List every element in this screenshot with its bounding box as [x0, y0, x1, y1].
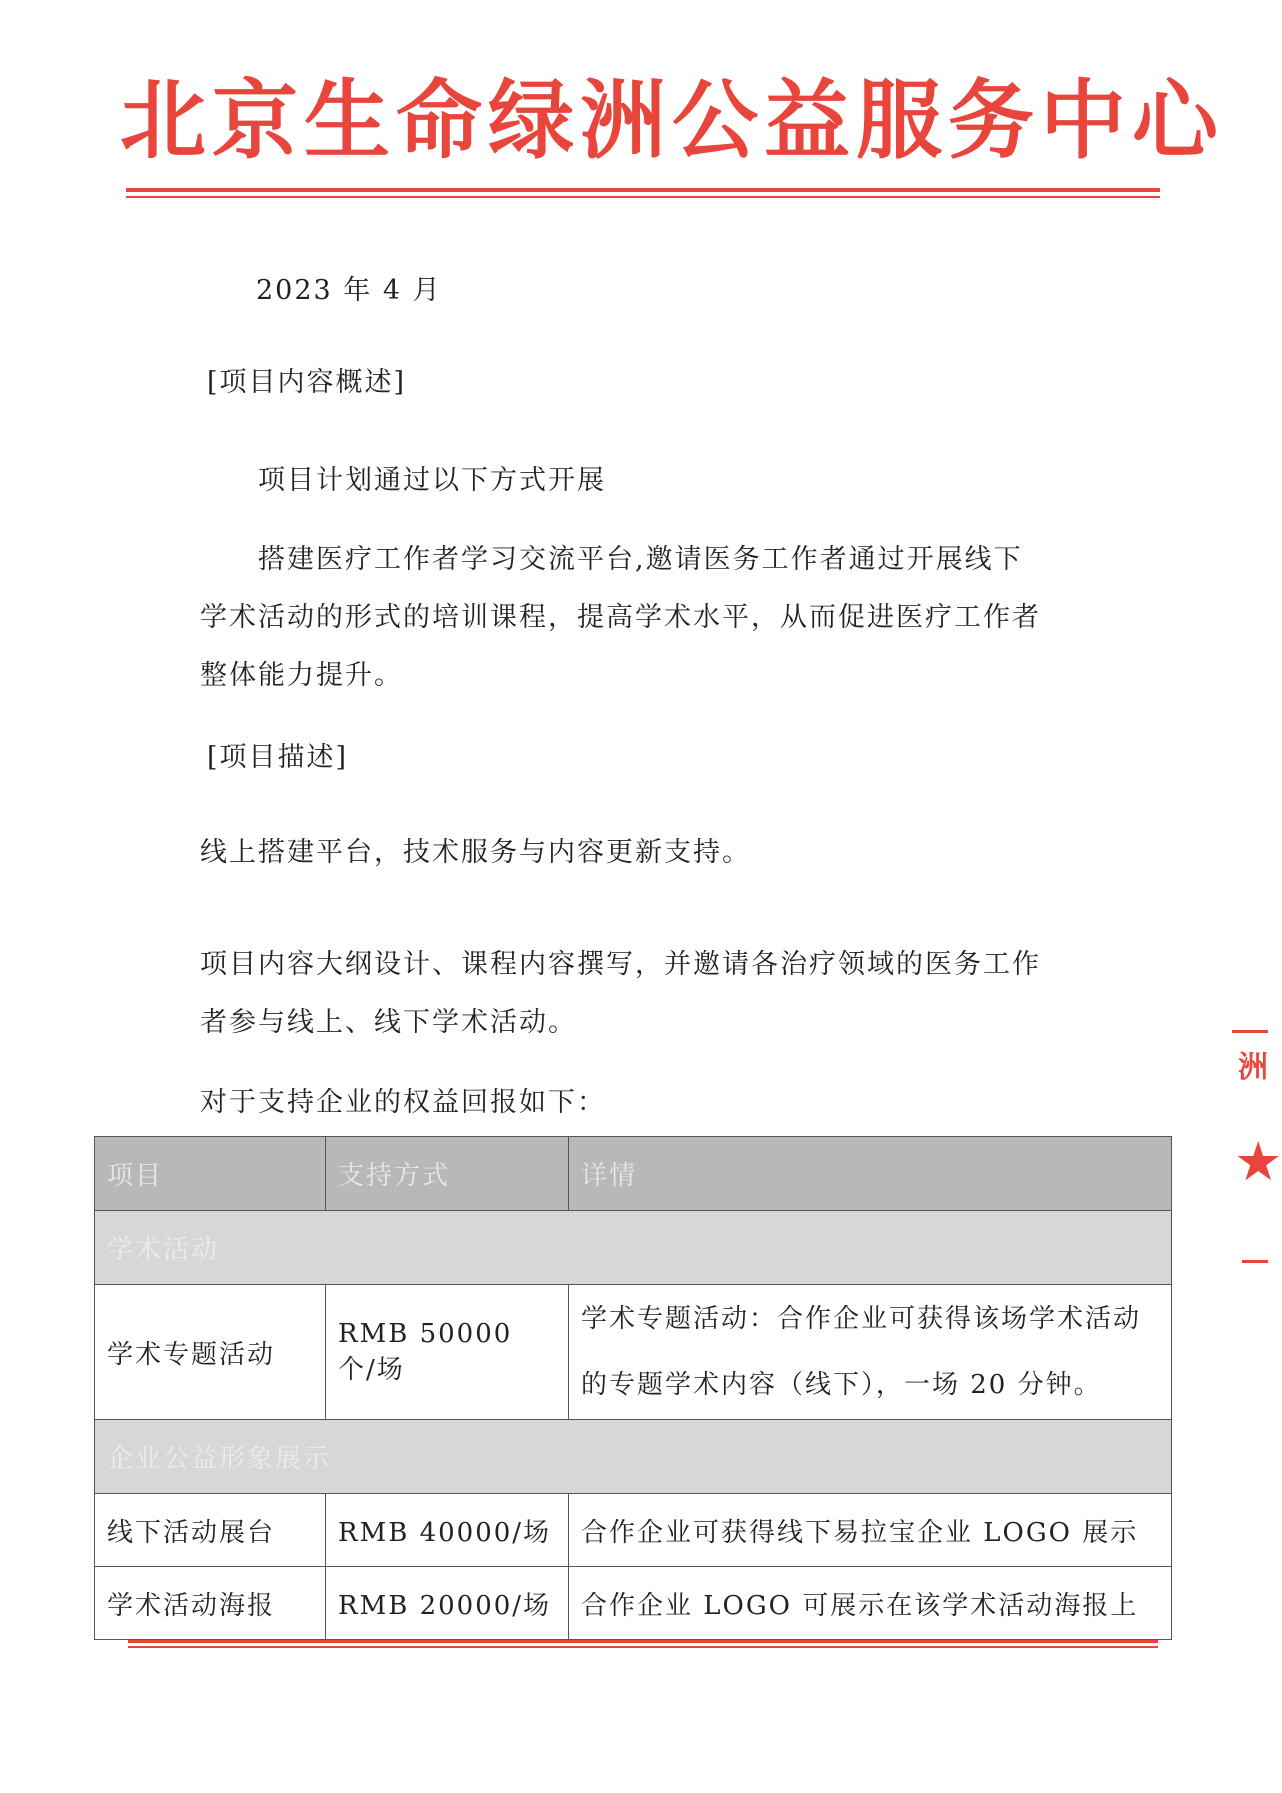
organization-letterhead: 北京生命绿洲公益服务中心: [120, 71, 1224, 171]
stamp-edge-bottom: [1242, 1260, 1268, 1263]
paragraph-benefits-intro: 对于支持企业的权益回报如下：: [200, 1087, 606, 1118]
footer-rule-thin: [128, 1646, 1158, 1648]
cell-detail: 合作企业 LOGO 可展示在该学术活动海报上: [569, 1567, 1172, 1640]
stamp-edge: [1232, 1030, 1268, 1033]
section-heading-overview: [项目内容概述]: [207, 367, 407, 398]
header-detail: 详情: [569, 1137, 1172, 1211]
star-icon: ★: [1234, 1130, 1282, 1193]
table-header-row: [95, 1137, 1172, 1211]
paragraph-platform-line2: 学术活动的形式的培训课程，提高学术水平，从而促进医疗工作者: [200, 602, 1041, 633]
footer-rule-thick: [128, 1640, 1158, 1643]
document-date: 2023 年 4 月: [256, 275, 442, 306]
cell-support: RMB 50000 个/场: [326, 1285, 569, 1420]
table-row: [95, 1285, 1172, 1420]
table-group-row: [95, 1211, 1172, 1285]
group-label: 企业公益形象展示: [95, 1420, 1172, 1494]
table-group-row: [95, 1420, 1172, 1494]
header-support: 支持方式: [326, 1137, 569, 1211]
paragraph-platform-line1: 搭建医疗工作者学习交流平台,邀请医务工作者通过开展线下: [258, 544, 1023, 575]
cell-support: RMB 40000/场: [326, 1494, 569, 1567]
paragraph-content-design-line1: 项目内容大纲设计、课程内容撰写，并邀请各治疗领域的医务工作: [200, 949, 1041, 980]
benefits-table: [94, 1136, 1172, 1640]
section-heading-description: [项目描述]: [207, 742, 349, 773]
table-row: [95, 1494, 1172, 1567]
cell-detail: 合作企业可获得线下易拉宝企业 LOGO 展示: [569, 1494, 1172, 1567]
header-item: 项目: [95, 1137, 326, 1211]
paragraph-plan: 项目计划通过以下方式开展: [258, 465, 606, 496]
cell-detail: 学术专题活动：合作企业可获得该场学术活动的专题学术内容（线下），一场 20 分钟。: [569, 1285, 1172, 1420]
cell-support: RMB 20000/场: [326, 1567, 569, 1640]
stamp-char: 洲: [1238, 1050, 1268, 1085]
paragraph-platform-line3: 整体能力提升。: [200, 660, 403, 691]
cell-item: 学术活动海报: [95, 1567, 326, 1640]
table-row: [95, 1567, 1172, 1640]
paragraph-online-platform: 线上搭建平台，技术服务与内容更新支持。: [200, 837, 751, 868]
paragraph-content-design-line2: 者参与线上、线下学术活动。: [200, 1007, 577, 1038]
cell-item: 学术专题活动: [95, 1285, 326, 1420]
cell-item: 线下活动展台: [95, 1494, 326, 1567]
letterhead-rule-thin: [126, 196, 1160, 198]
group-label: 学术活动: [95, 1211, 1172, 1285]
letterhead-rule-thick: [126, 188, 1160, 192]
seal-stamp-partial: [1232, 1030, 1282, 1290]
